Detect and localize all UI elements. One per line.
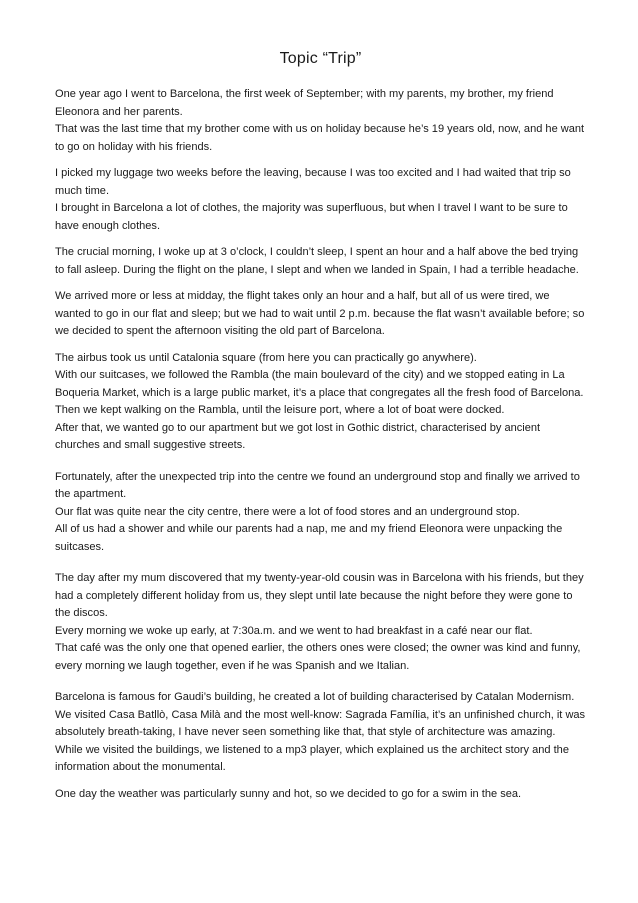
paragraph [55,165,586,235]
paragraph-line: Then we kept walking on the Rambla, until the leisure port, where a lot of boat were docked. [55,404,505,416]
paragraph-line: After that, we wanted go to our apartment but we got lost in Gothic district, characterised by ancient churches and small suggestive streets. [55,421,541,451]
paragraph [55,689,586,777]
paragraph-line: We visited Casa Batllò, Casa Milà and the most well-know: Sagrada Família, it’s an unfinished church, it was absolutely breath-taking, I have never seen something like that, that style of architecture was amazing. [55,708,586,738]
paragraph-line: With our suitcases, we followed the Rambla (the main boulevard of the city) and we stopped eating in La Boqueria Market, which is a large public market, it’s a place that congregates all the fresh food of Barcelona. [55,369,584,399]
paragraph-line: We arrived more or less at midday, the flight takes only an hour and a half, but all of us were tired, we wanted to go in our flat and sleep; but we had to wait until 2 p.m. because the flat wasn’t available before; so we decided to spent the afternoon visiting the old part of Barcelona. [55,290,585,337]
paragraph-line: The day after my mum discovered that my twenty-year-old cousin was in Barcelona with his friends, but they had a completely different holiday from us, they slept until late because the night before they were gone to the discos. [55,572,584,619]
paragraph-line: Barcelona is famous for Gaudi’s building, he created a lot of building characterised by Catalan Modernism. [55,691,575,703]
paragraph [55,288,586,341]
paragraph-line: While we visited the buildings, we listened to a mp3 player, which explained us the architect story and the information about the monumental. [55,743,569,773]
paragraph-line: I picked my luggage two weeks before the leaving, because I was too excited and I had waited that trip so much time. [55,167,571,197]
paragraph [55,469,586,557]
paragraph-line: All of us had a shower and while our parents had a nap, me and my friend Eleonora were unpacking the suitcases. [55,523,563,553]
paragraph-line: One day the weather was particularly sunny and hot, so we decided to go for a swim in the sea. [55,787,522,800]
paragraph-line: One year ago I went to Barcelona, the first week of September; with my parents, my brother, my friend Eleonora and her parents. [55,88,554,118]
paragraph [55,786,586,804]
paragraph-line: I brought in Barcelona a lot of clothes, the majority was superfluous, but when I travel I want to be sure to have enough clothes. [55,202,568,232]
paragraph-line: That was the last time that my brother come with us on holiday because he’s 19 years old, now, and he want to go on holiday with his friends. [55,123,585,153]
page-title: Topic “Trip” [279,50,362,67]
paragraph-line: Every morning we woke up early, at 7:30a.m. and we went to had breakfast in a café near our flat. [55,624,533,637]
paragraph [55,244,586,279]
paragraph-line: Fortunately, after the unexpected trip into the centre we found an underground stop and finally we arrived to the apartment. [55,470,580,500]
paragraph-line: The crucial morning, I woke up at 3 o’clock, I couldn’t sleep, I spent an hour and a half above the bed trying to fall asleep. During the flight on the plane, I slept and when we landed in Spain, I had a terrible headache. [55,246,579,276]
paragraph-line: That café was the only one that opened earlier, the others ones were closed; the owner was kind and funny, every morning we laugh together, even if he was Spanish and we Italian. [55,642,581,672]
paragraph-line: Our flat was quite near the city centre, there were a lot of food stores and an underground stop. [55,505,520,518]
paragraph [55,350,586,455]
paragraph [55,86,586,156]
paragraph [55,570,586,675]
paragraph-line: The airbus took us until Catalonia square (from here you can practically go anywhere). [55,351,477,364]
